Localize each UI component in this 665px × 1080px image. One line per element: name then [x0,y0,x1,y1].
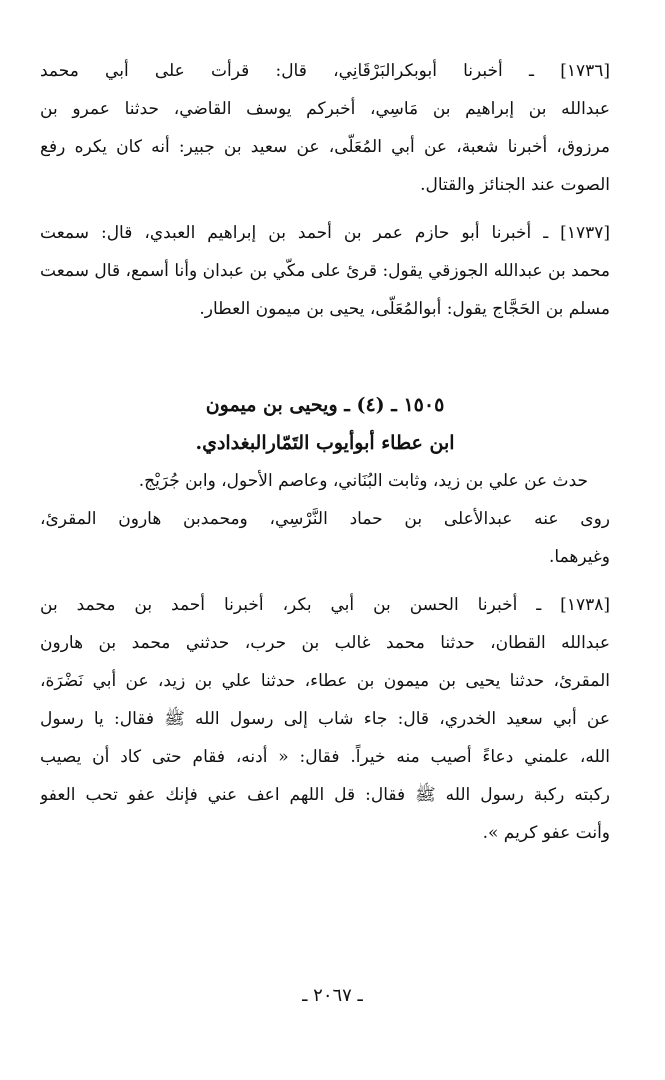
text-line: المقرئ، حدثنا يحيى بن ميمون بن عطاء، حدثنا علي بن زيد، عن أبي نَضْرَة، [40,671,610,691]
text-line: مسلم بن الحَجَّاج يقول: أبوالمُعَلّى، يحيى بن ميمون العطار. [199,299,610,319]
text-line: محمد بن عبدالله الجوزقي يقول: قرئ على مكّي بن عبدان وأنا أسمع، قال سمعت [40,261,610,281]
text-line: روى عنه عبدالأعلى بن حماد النَّرْسِي، ومحمدبن هارون المقرئ، [40,509,610,529]
paragraph-1738 [40,586,610,852]
text-line: مرزوق، أخبرنا شعبة، عن أبي المُعَلّى، عن سعيد بن جبير: أنه كان يكره رفع [40,137,610,157]
text-line: الله، علمني دعاءً أصيب منه خيراً. فقال: « أدنه، فقام حتى كاد أن يصيب [40,747,610,767]
page-body [40,52,610,852]
entry-heading-line-2: ابن عطاء أبوأيوب التَمّارالبغدادي. [195,432,455,454]
text-line: وغيرهما. [549,547,610,567]
text-line: عبدالله بن إبراهيم بن مَاسِي، أخبركم يوسف القاضي، حدثنا عمرو بن [40,99,610,119]
text-line: [١٧٣٧] ـ أخبرنا أبو حازم عمر بن أحمد بن إبراهيم العبدي، قال: سمعت [40,223,610,243]
text-line: عبدالله القطان، حدثنا محمد غالب بن حرب، حدثني محمد بن هارون [40,633,610,653]
text-line: [١٧٣٨] ـ أخبرنا الحسن بن أبي بكر، أخبرنا أحمد بن محمد بن [40,595,610,615]
entry-bio [40,462,610,576]
text-line: ركبته ركبة رسول الله ﷺ فقال: قل اللهم اعف عني فإنك عفو تحب العفو [40,785,610,805]
entry-heading [40,386,610,462]
text-line: الصوت عند الجنائز والقتال. [420,175,610,195]
entry-heading-line-1: ١٥٠٥ ـ (٤) ـ ويحيى بن ميمون [205,394,445,416]
text-line: عن أبي سعيد الخدري، قال: جاء شاب إلى رسول الله ﷺ فقال: يا رسول [40,709,610,729]
page-number: ـ ٢٠٦٧ ـ [302,985,363,1006]
text-line: حدث عن علي بن زيد، وثابت البُنَاني، وعاصم الأحول، وابن جُرَيْج. [138,471,588,491]
text-line: وأنت عفو كريم ». [482,823,610,843]
paragraph-1736 [40,52,610,204]
paragraph-1737 [40,214,610,328]
text-line: [١٧٣٦] ـ أخبرنا أبوبكرالبَرْقَانِي، قال: قرأت على أبي محمد [40,61,610,81]
